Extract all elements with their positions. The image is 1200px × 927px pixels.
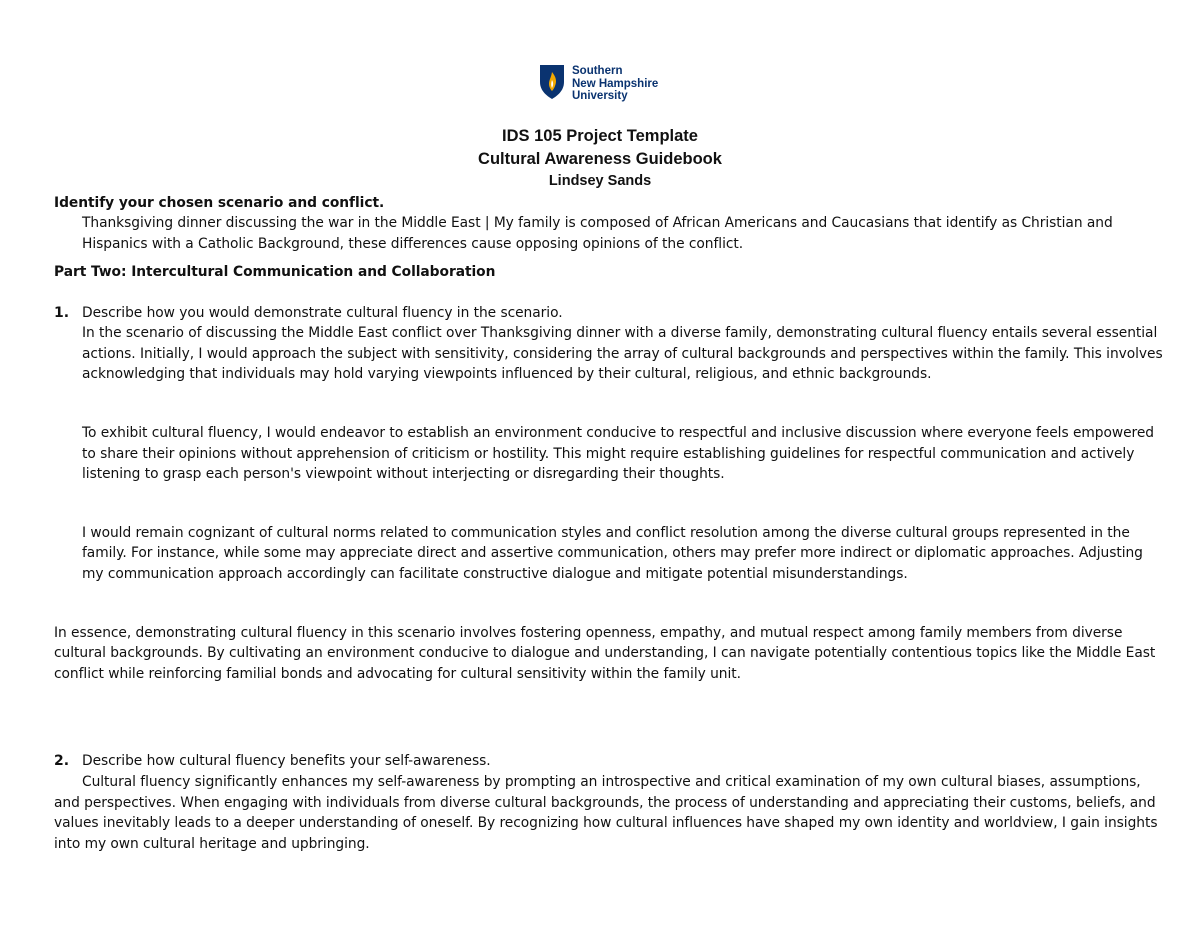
document-title: IDS 105 Project Template <box>502 127 698 145</box>
question-prompt: Describe how cultural fluency benefits your self-awareness. <box>82 753 491 769</box>
answer-line: listening to grasp each person's viewpoint without interjecting or disregarding their thoughts. <box>82 466 725 482</box>
answer-line: In the scenario of discussing the Middle East conflict over Thanksgiving dinner with a diverse family, demonstrating cultural fluency entails several essential <box>82 325 1158 341</box>
answer-line: into my own cultural heritage and upbringing. <box>54 836 370 852</box>
author-name: Lindsey Sands <box>548 173 652 189</box>
answer-line: to share their opinions without apprehension of criticism or hostility. This might require establishing guidelines for respectful communication and actively <box>82 446 1135 462</box>
answer-line: and perspectives. When engaging with individuals from diverse cultural backgrounds, the process of understanding and appreciating their customs, beliefs, and <box>54 795 1156 811</box>
shield-flame-icon <box>539 64 565 100</box>
logo-line-2: New Hampshire <box>572 77 659 90</box>
answer-line: family. For instance, while some may appreciate direct and assertive communication, others may prefer more indirect or diplomatic approaches. Adjusting <box>82 545 1143 561</box>
scenario-heading: Identify your chosen scenario and conflict. <box>54 195 385 211</box>
logo-text <box>572 65 658 103</box>
answer-line: actions. Initially, I would approach the subject with sensitivity, considering the array of cultural backgrounds and perspectives within the family. This involves <box>82 346 1163 362</box>
question-prompt: Describe how you would demonstrate cultural fluency in the scenario. <box>82 305 563 321</box>
scenario-line: Thanksgiving dinner discussing the war in the Middle East | My family is composed of African Americans and Caucasians that identify as Christian and <box>82 215 1113 231</box>
answer-line: conflict while reinforcing familial bonds and advocating for cultural sensitivity within the family unit. <box>54 666 741 682</box>
university-logo <box>539 64 658 104</box>
answer-line: I would remain cognizant of cultural norms related to communication styles and conflict resolution among the diverse cultural groups represented in the <box>82 525 1130 541</box>
answer-line: values inevitably leads to a deeper understanding of oneself. By recognizing how cultural influences have shaped my own identity and worldview, I gain insights <box>54 815 1158 831</box>
logo-line-1: Southern <box>572 65 623 77</box>
answer-line: To exhibit cultural fluency, I would endeavor to establish an environment conducive to respectful and inclusive discussion where everyone feels empowered <box>82 425 1155 441</box>
answer-line: my communication approach accordingly can facilitate constructive dialogue and mitigate potential misunderstandings. <box>82 566 908 582</box>
answer-line: Cultural fluency significantly enhances my self-awareness by prompting an introspective and critical examination of my own cultural biases, assumptions, <box>82 774 1141 790</box>
question-number: 1. <box>54 305 70 321</box>
part-two-heading: Part Two: Intercultural Communication and Collaboration <box>54 264 496 280</box>
logo-line-3: University <box>572 90 628 102</box>
answer-line: In essence, demonstrating cultural fluency in this scenario involves fostering openness, empathy, and mutual respect among family members from diverse <box>54 625 1123 641</box>
question-number: 2. <box>54 753 70 769</box>
answer-line: cultural backgrounds. By cultivating an environment conducive to dialogue and understanding, I can navigate potentially contentious topics like the Middle East <box>54 645 1156 661</box>
scenario-line: Hispanics with a Catholic Background, these differences cause opposing opinions of the conflict. <box>82 236 744 252</box>
document-subtitle: Cultural Awareness Guidebook <box>478 150 722 168</box>
answer-line: acknowledging that individuals may hold varying viewpoints influenced by their cultural, religious, and ethnic backgrounds. <box>82 366 932 382</box>
